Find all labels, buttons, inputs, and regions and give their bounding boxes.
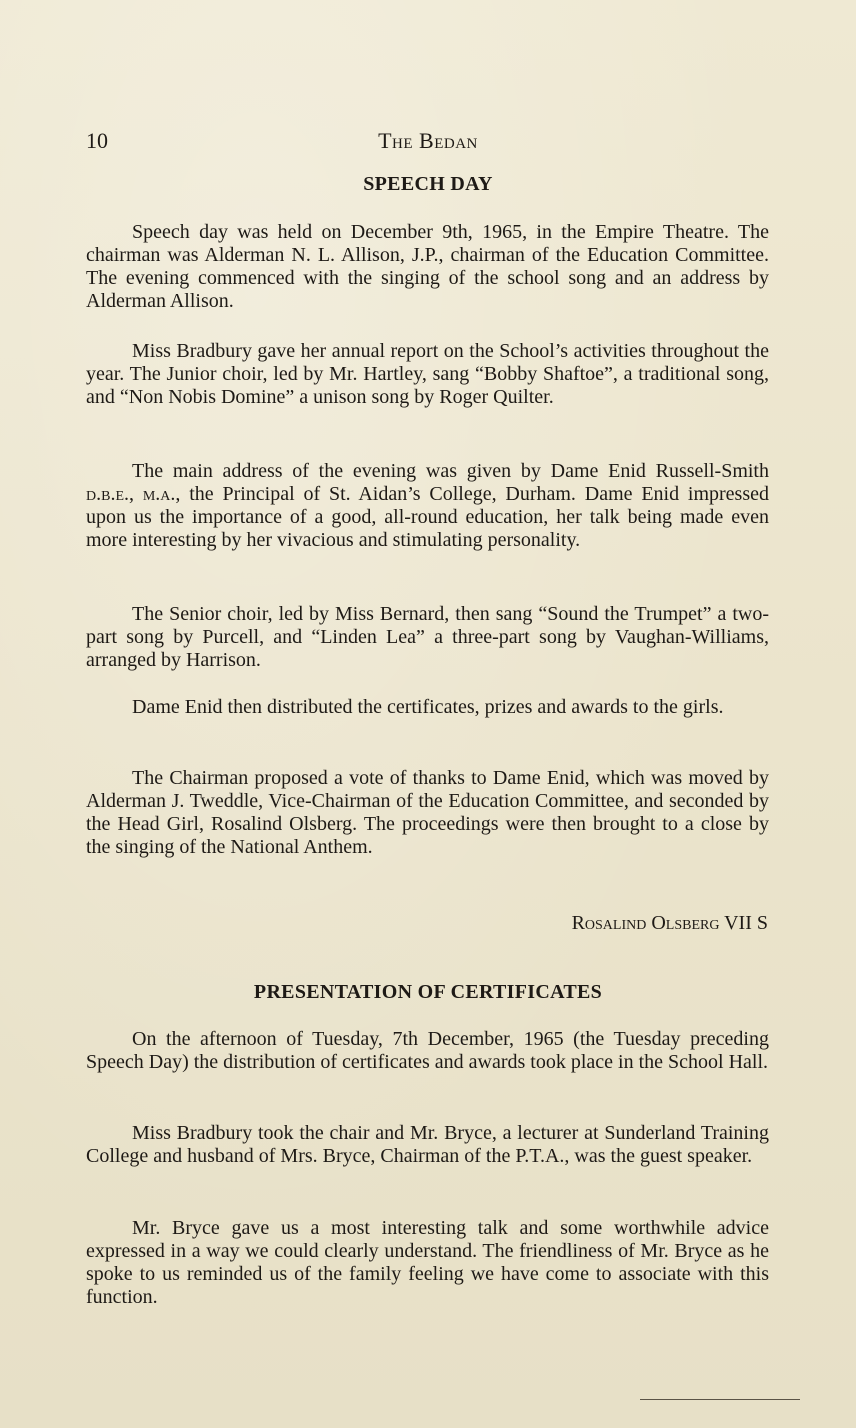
degree-ma: m.a., xyxy=(142,483,181,505)
speech-day-paragraph-1: Speech day was held on December 9th, 1965, in the Empire Theatre. The chairman was Alderman N. L. Allison, J.P., chairman of the Education Committee. The evening commenced with the singing of the school song and an address by Alderman Allison. xyxy=(86,221,769,312)
presentation-heading: PRESENTATION OF CERTIFICATES xyxy=(253,981,603,1003)
speech-day-paragraph-4: The Senior choir, led by Miss Bernard, then sang “Sound the Trumpet” a two-part song by Purcell, and “Linden Lea” a three-part song by Vaughan-Williams, arranged by Harrison. xyxy=(86,603,769,671)
author-form: VII S xyxy=(724,912,768,934)
speech-day-paragraph-3 xyxy=(86,460,769,552)
author-signature xyxy=(572,912,768,935)
degree-dbe: d.b.e., xyxy=(86,483,134,505)
degree-separator xyxy=(134,483,143,505)
speech-day-paragraph-2: Miss Bradbury gave her annual report on the School’s activities throughout the year. The Junior choir, led by Mr. Hartley, sang “Bobby Shaftoe”, a traditional song, and “Non Nobis Domine” a unison song by Roger Quilter. xyxy=(86,340,769,408)
speech-day-paragraph-3-start: The main address of the evening was given by Dame Enid Russell-Smith xyxy=(132,460,769,482)
speech-day-paragraph-3-end: the Principal of St. Aidan’s College, Durham. Dame Enid impressed upon us the importance of a good, all-round education, her talk being made even more interesting by her vivacious and stimulating personality. xyxy=(86,483,770,551)
presentation-paragraph-1: On the afternoon of Tuesday, 7th December, 1965 (the Tuesday preceding Speech Day) the distribution of certificates and awards took place in the School Hall. xyxy=(86,1028,769,1073)
presentation-paragraph-2: Miss Bradbury took the chair and Mr. Bryce, a lecturer at Sunderland Training College and husband of Mrs. Bryce, Chairman of the P.T.A., was the guest speaker. xyxy=(86,1122,769,1167)
speech-day-heading: SPEECH DAY xyxy=(363,173,493,195)
page-header xyxy=(86,128,770,158)
speech-day-paragraph-5: Dame Enid then distributed the certificates, prizes and awards to the girls. xyxy=(132,696,724,718)
presentation-paragraph-3: Mr. Bryce gave us a most interesting talk and some worthwhile advice expressed in a way we could clearly understand. The friendliness of Mr. Bryce as he spoke to us reminded us of the family feeling we have come to associate with this function. xyxy=(86,1217,769,1308)
page-number: 10 xyxy=(86,128,108,153)
author-name: Rosalind Olsberg xyxy=(571,912,720,934)
running-head: The Bedan xyxy=(378,128,478,153)
speech-day-paragraph-6: The Chairman proposed a vote of thanks to Dame Enid, which was moved by Alderman J. Tweddle, Vice-Chairman of the Education Committee, and seconded by the Head Girl, Rosalind Olsberg. The proceedings were then brought to a close by the singing of the National Anthem. xyxy=(86,767,769,858)
bottom-rule xyxy=(640,1399,800,1400)
